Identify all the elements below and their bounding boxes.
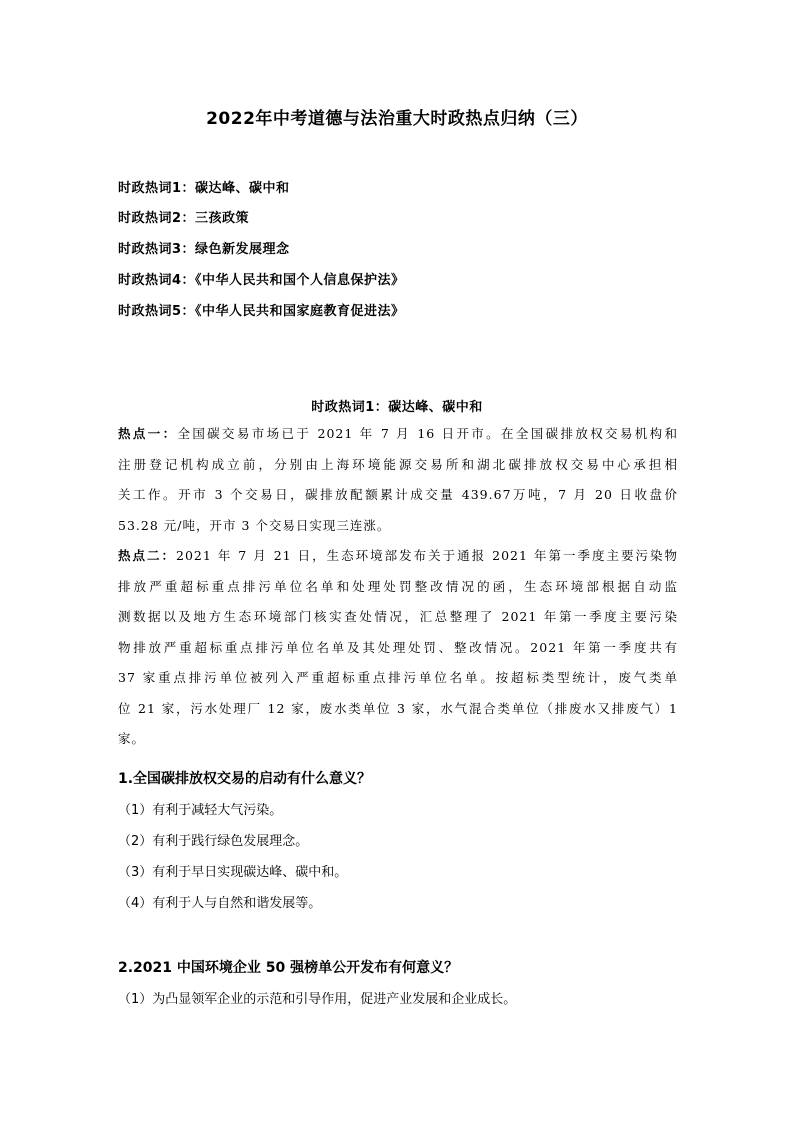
question-1: 1.全国碳排放权交易的启动有什么意义？ bbox=[118, 771, 372, 787]
paragraph-line: 物排放严重超标重点排污单位名单及其处理处罚、整改情况。2021 年第一季度共有 bbox=[118, 639, 678, 655]
paragraph-line: 注册登记机构成立前，分别由上海环境能源交易所和湖北碳排放权交易中心承担相 bbox=[118, 456, 678, 472]
paragraph-line: 53.28 元/吨，开市 3 个交易日实现三连涨。 bbox=[118, 517, 391, 533]
paragraph-line bbox=[118, 541, 678, 572]
hot-point-1 bbox=[118, 419, 678, 541]
answer-item: （1）有利于减轻大气污染。 bbox=[118, 803, 283, 818]
hot-point-2 bbox=[118, 541, 678, 755]
answer-item: （4）有利于人与自然和谐发展等。 bbox=[118, 896, 322, 911]
answer-item: （3）有利于早日实现碳达峰、碳中和。 bbox=[118, 865, 348, 880]
paragraph-text: 全国碳交易市场已于 2021 年 7 月 16 日开市。在全国碳排放权交易机构和 bbox=[177, 426, 678, 441]
question-2: 2.2021 中国环境企业 50 强榜单公开发布有何意义？ bbox=[118, 960, 459, 976]
paragraph-text: 2021 年 7 月 21 日，生态环境部发布关于通报 2021 年第一季度主要污染物 bbox=[176, 548, 678, 563]
toc-item-1: 时政热词1：碳达峰、碳中和 bbox=[118, 181, 290, 196]
paragraph-line: 关工作。开市 3 个交易日，碳排放配额累计成交量 439.67万吨，7 月 20 日收盘价 bbox=[118, 487, 678, 502]
paragraph-line: 位 21 家，污水处理厂 12 家，废水类单位 3 家，水气混合类单位（排废水又排废气）1 bbox=[118, 700, 678, 716]
hot-point-1-lead: 热点一： bbox=[118, 426, 178, 441]
toc-item-3: 时政热词3：绿色新发展理念 bbox=[118, 242, 290, 257]
paragraph-line: 排放严重超标重点排污单位名单和处理处罚整改情况的函，生态环境部根据自动监 bbox=[118, 578, 678, 594]
document-title: 2022年中考道德与法治重大时政热点归纳（三） bbox=[206, 109, 588, 129]
paragraph-line: 家。 bbox=[118, 731, 146, 746]
toc-item-5: 时政热词5：《中华人民共和国家庭教育促进法》 bbox=[118, 304, 405, 319]
toc-item-2: 时政热词2：三孩政策 bbox=[118, 211, 250, 226]
paragraph-line: 37 家重点排污单位被列入严重超标重点排污单位名单。按超标类型统计，废气类单 bbox=[118, 670, 678, 685]
paragraph-line: 测数据以及地方生态环境部门核实查处情况，汇总整理了 2021 年第一季度主要污染 bbox=[118, 609, 678, 624]
hot-point-2-lead: 热点二： bbox=[118, 548, 177, 563]
paragraph-line bbox=[118, 419, 678, 450]
section-heading: 时政热词1：碳达峰、碳中和 bbox=[311, 400, 483, 415]
answer-item: （2）有利于践行绿色发展理念。 bbox=[118, 834, 309, 849]
toc-item-4: 时政热词4：《中华人民共和国个人信息保护法》 bbox=[118, 273, 405, 288]
answer-item: （1）为凸显领军企业的示范和引导作用，促进产业发展和企业成长。 bbox=[118, 992, 517, 1007]
